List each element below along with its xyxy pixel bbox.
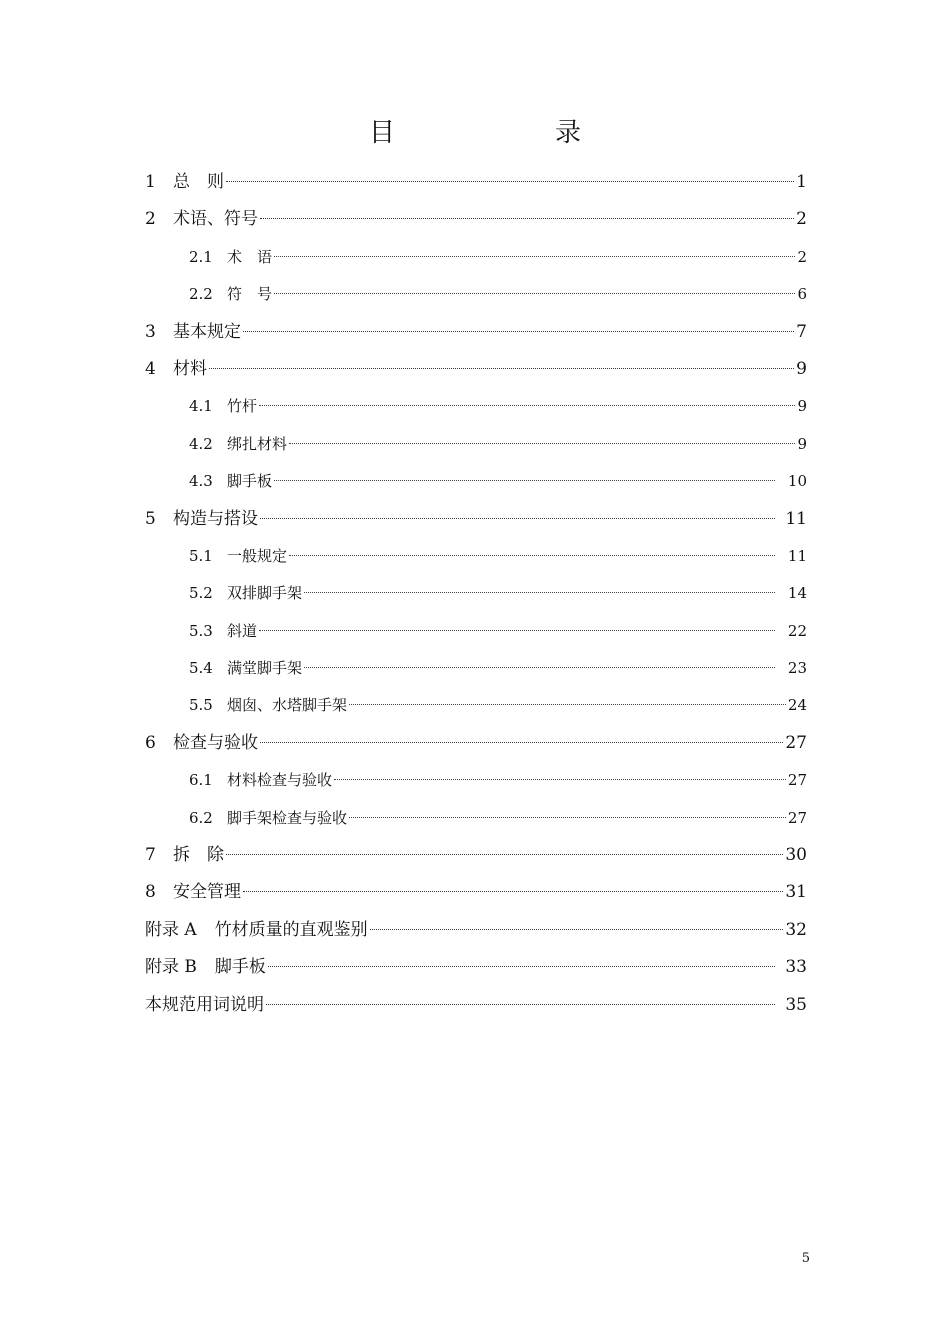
toc-entry-page: 32 [785, 919, 807, 940]
toc-entry-page: 14 [787, 584, 807, 603]
toc-leader-dots [304, 592, 775, 593]
toc-entry-label: 安全管理 [173, 882, 241, 903]
toc-entry-page: 33 [785, 957, 807, 978]
toc-entry-label: 一般规定 [227, 546, 288, 565]
toc-entry-number: 1 [145, 172, 156, 192]
toc-entry-label: 满堂脚手架 [227, 659, 303, 678]
toc-leader-dots [260, 742, 783, 743]
toc-leader-dots [349, 817, 786, 818]
toc-entry-label: 斜道 [227, 621, 258, 640]
toc-leader-dots [304, 667, 775, 668]
toc-entry[interactable] [145, 987, 807, 1024]
toc-entry[interactable] [145, 201, 807, 238]
toc-leader-dots [259, 405, 795, 406]
toc-entry-label: 总 则 [173, 172, 224, 192]
toc-leader-dots [266, 1004, 775, 1005]
toc-leader-dots [274, 293, 795, 294]
toc-entry[interactable] [145, 164, 807, 201]
toc-leader-dots [209, 368, 794, 369]
toc-entry-number: 5.1 [189, 546, 213, 565]
toc-entry-number: 4.1 [189, 397, 213, 416]
toc-entry-number: 5.3 [189, 621, 213, 640]
toc-subentry[interactable] [145, 239, 807, 276]
toc-entry-number: 6.2 [189, 808, 213, 827]
toc-entry-label: 术 语 [227, 247, 273, 266]
toc-entry-label: 烟囱、水塔脚手架 [227, 696, 348, 715]
toc-entry-number: 7 [145, 845, 156, 866]
toc-entry-label: 基本规定 [173, 321, 241, 342]
toc-leader-dots [243, 891, 783, 892]
toc-leader-dots [260, 518, 775, 519]
toc-subentry[interactable] [145, 687, 807, 724]
toc-leader-dots [289, 555, 775, 556]
toc-entry-page: 7 [796, 321, 807, 342]
toc-entry-page: 9 [797, 397, 807, 416]
toc-entry-number: 附录 B [145, 957, 197, 978]
toc-leader-dots [370, 929, 784, 930]
toc-entry-page: 11 [785, 508, 807, 529]
page-title: 目 录 [368, 118, 617, 148]
toc-entry[interactable] [145, 837, 807, 874]
toc-entry[interactable] [145, 949, 807, 986]
toc-entry-label: 竹材质量的直观鉴别 [214, 919, 368, 940]
toc-leader-dots [274, 256, 795, 257]
toc-entry-label: 脚手板 [214, 957, 266, 978]
toc-subentry[interactable] [145, 426, 807, 463]
toc-subentry[interactable] [145, 800, 807, 837]
toc-entry-label: 符 号 [227, 285, 273, 304]
toc-entry-page: 10 [787, 472, 807, 491]
toc-leader-dots [268, 966, 775, 967]
toc-subentry[interactable] [145, 388, 807, 425]
toc-entry[interactable] [145, 501, 807, 538]
toc-entry-number: 4.2 [189, 434, 213, 453]
toc-entry-number: 6.1 [189, 771, 213, 790]
toc-entry-label: 脚手架检查与验收 [227, 808, 348, 827]
toc-entry-label: 拆 除 [173, 845, 224, 866]
table-of-contents [145, 164, 807, 1024]
toc-entry-page: 11 [787, 546, 807, 565]
toc-subentry[interactable] [145, 650, 807, 687]
toc-entry-label: 检查与验收 [173, 732, 258, 753]
toc-leader-dots [226, 854, 783, 855]
toc-entry-number: 3 [145, 321, 156, 342]
toc-leader-dots [349, 704, 786, 705]
toc-entry-label: 材料 [173, 358, 207, 379]
toc-entry[interactable] [145, 351, 807, 388]
toc-subentry[interactable] [145, 538, 807, 575]
toc-entry-page: 9 [797, 434, 807, 453]
toc-entry-number: 4 [145, 358, 156, 379]
toc-entry-number: 5.2 [189, 584, 213, 603]
toc-subentry[interactable] [145, 762, 807, 799]
toc-entry-label: 材料检查与验收 [227, 771, 333, 790]
toc-entry[interactable] [145, 912, 807, 949]
toc-entry[interactable] [145, 874, 807, 911]
toc-entry-number: 5 [145, 508, 156, 529]
toc-entry-page: 9 [796, 358, 807, 379]
toc-entry-number: 4.3 [189, 472, 213, 491]
toc-leader-dots [260, 218, 794, 219]
toc-entry-page: 23 [787, 659, 807, 678]
page-number: 5 [801, 1251, 810, 1266]
toc-entry-number: 6 [145, 732, 156, 753]
toc-entry-page: 27 [787, 771, 807, 790]
toc-entry-number: 5.4 [189, 659, 213, 678]
toc-entry-page: 2 [796, 209, 807, 230]
toc-entry-page: 6 [797, 285, 807, 304]
toc-entry[interactable] [145, 725, 807, 762]
toc-entry-page: 30 [785, 845, 807, 866]
toc-entry-number: 2.2 [189, 285, 213, 304]
toc-entry-number: 附录 A [145, 919, 197, 940]
toc-entry-page: 24 [787, 696, 807, 715]
toc-entry[interactable] [145, 314, 807, 351]
toc-entry-label: 术语、符号 [173, 209, 258, 230]
toc-leader-dots [226, 181, 794, 182]
toc-subentry[interactable] [145, 276, 807, 313]
toc-subentry[interactable] [145, 463, 807, 500]
toc-leader-dots [274, 480, 775, 481]
toc-entry-page: 22 [787, 621, 807, 640]
toc-entry-label: 本规范用词说明 [145, 994, 264, 1015]
toc-entry-page: 1 [796, 172, 807, 192]
toc-leader-dots [259, 630, 775, 631]
toc-entry-number: 2.1 [189, 247, 213, 266]
toc-leader-dots [334, 779, 786, 780]
toc-subentry[interactable] [145, 575, 807, 612]
toc-entry-label: 双排脚手架 [227, 584, 303, 603]
toc-entry-page: 27 [785, 732, 807, 753]
toc-entry-label: 脚手板 [227, 472, 273, 491]
toc-entry-label: 竹杆 [227, 397, 258, 416]
toc-subentry[interactable] [145, 613, 807, 650]
toc-entry-number: 8 [145, 882, 156, 903]
toc-entry-number: 5.5 [189, 696, 213, 715]
toc-entry-page: 31 [785, 882, 807, 903]
toc-leader-dots [243, 331, 794, 332]
toc-entry-label: 构造与搭设 [173, 508, 258, 529]
toc-entry-page: 35 [785, 994, 807, 1015]
toc-entry-label: 绑扎材料 [227, 434, 288, 453]
toc-leader-dots [289, 443, 795, 444]
toc-entry-page: 27 [787, 808, 807, 827]
toc-entry-number: 2 [145, 209, 156, 230]
toc-entry-page: 2 [797, 247, 807, 266]
